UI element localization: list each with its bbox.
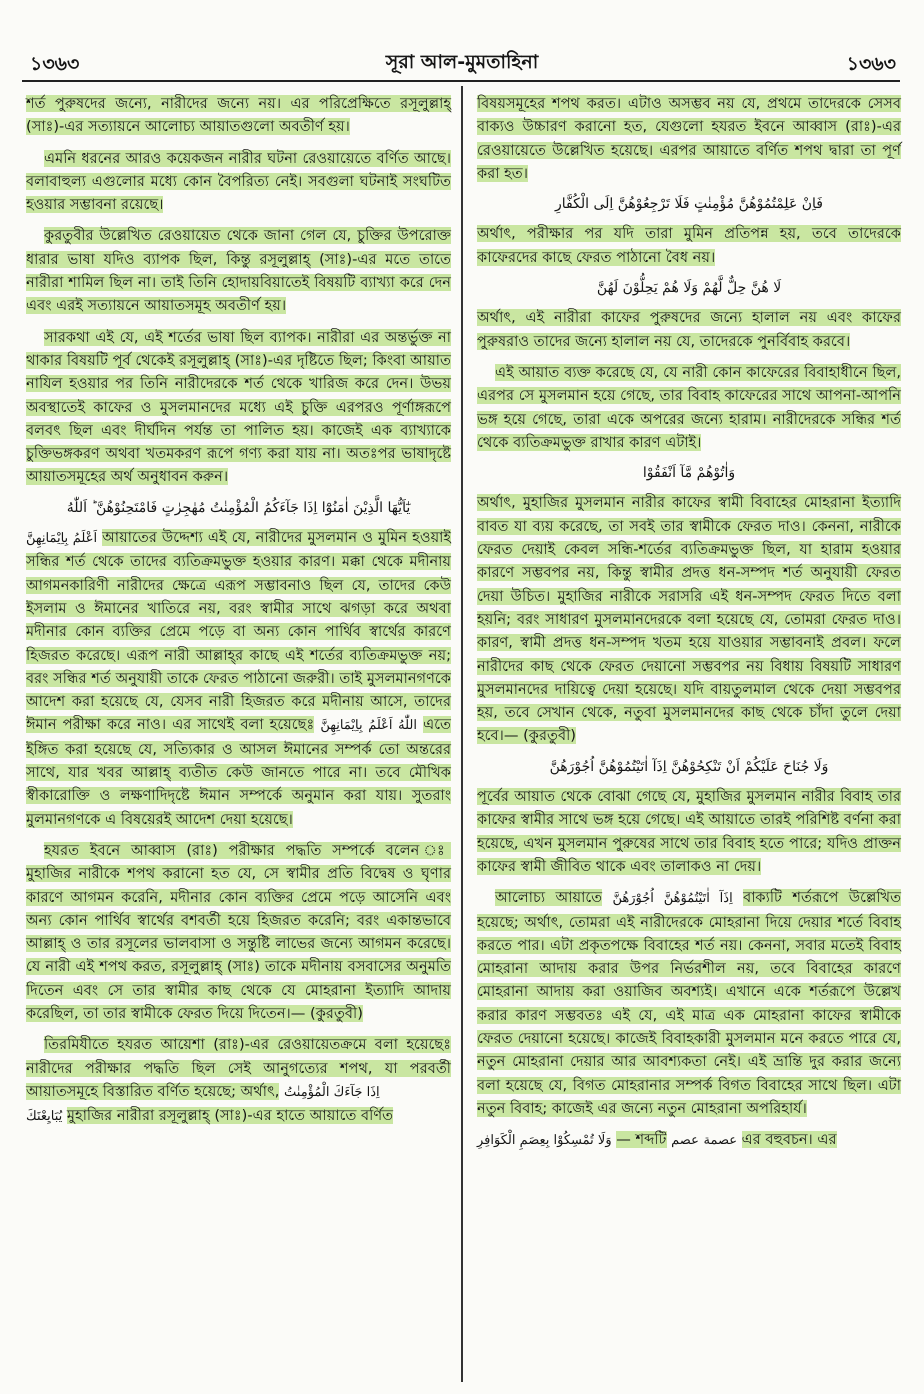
column-divider xyxy=(461,86,463,1382)
paragraph: وَلَا تُمْسِكُوْا بِعِصَمِ الْكَوَافِرِ — শব্দটি عصم عصمة এর বহুবচন। এর xyxy=(477,1131,837,1149)
paragraph: এমনি ধরনের আরও কয়েকজন নারীর ঘটনা রেওয়ায়েতে বর্ণিত আছে। বলাবাহুল্য এগুলোর মধ্যে কোন বৈপরিত্য নেই। সবগুলা ঘটনাই সংঘটিত হওয়ার সম্ভাবনা রয়েছে। xyxy=(26,149,451,214)
arabic-inline: عصمة xyxy=(703,1133,737,1149)
page-number-right: ১৩৬৩ xyxy=(846,53,896,75)
surah-title: সূরা আল-মুমতাহিনা xyxy=(385,51,539,73)
paragraph: اَعْلَمُ بِاِيْمَانِهِنَّ আয়াতের উদ্দেশ্য এই যে, নারীদের মুসলমান ও মুমিন হওয়াই সন্ধির শর্ত থেকে তাদের ব্যতিক্রমভুক্ত হওয়ার কারণ। মক্কা থেকে মদীনায় আগমনকারিণী নারীদের ক্ষেত্রে এরূপ সম্ভাবনাও ছিল যে, তাদের কেউ ইসলাম ও ঈমানের খাতিরে নয়, বরং স্বামীর সাথে ঝগড়া করে অথবা মদীনার কোন ব্যক্তির প্রেমে পড়ে বা অন্য কোন পার্থিব স্বার্থের কারণে হিজরত করেছে। এরূপ নারী আল্লাহ্‌র কাছে এই শর্তের ব্যতিক্রমভুক্ত নয়; বরং সন্ধির শর্ত অনুযায়ী তাকে ফেরত পাঠানো জরুরী। তাই মুসলমানগণকে আদেশ করা হয়েছে যে, যেসব নারী হিজরত করে মদীনায় আসে, তাদের ঈমান পরীক্ষা করে নাও। এর সাথেই বলা হয়েছেঃ اللّٰهُ اَعْلَمُ بِاِيْمَانِهِنَّ এতে ইঙ্গিত করা হয়েছে যে, সত্যিকার ও আসল ঈমানের সম্পর্ক তো অন্তরের সাথে, যার খবর আল্লাহ্ ব্যতীত কেউ জানতে পারে না। তবে মৌখিক স্বীকারোক্তি ও লক্ষণাদিদৃষ্টে ঈমান সম্পর্কে অনুমান করা যায়। সুতরাং মুলমানগণকে এ বিষয়েরই আদেশ দেয়া হয়েছে। xyxy=(26,529,452,828)
header-rule xyxy=(22,80,900,82)
arabic-inline: وَلَا تُمْسِكُوْا بِعِصَمِ الْكَوَافِرِ xyxy=(477,1133,612,1149)
arabic-inline: عصم xyxy=(671,1133,699,1149)
arabic-verse: فَاِنْ عَلِمْتُمُوْهُنَّ مُؤْمِنٰتٍ فَلَا تَرْجِعُوْهُنَّ اِلَى الْكُفَّارِ xyxy=(555,196,823,213)
paragraph: সারকথা এই যে, এই শর্তের ভাষা ছিল ব্যাপক। নারীরা এর অন্তর্ভুক্ত না থাকার বিষয়টি পূর্ব থেকেই রসূলুল্লাহ্ (সাঃ)-এর দৃষ্টিতে ছিল; কিংবা আয়াত নাযিল হওয়ার পর তিনি নারীদেরকে শর্ত থেকে খারিজ করে দেন। উভয় অবস্থাতেই কাফের ও মুসলমানদের মধ্যে এই চুক্তি এরপরও পূর্ণাঙ্গরূপে বলবৎ ছিল এবং দীর্ঘদিন পর্যন্ত তা পালিত হয়। কাজেই এক ব্যাখ্যাকে চুক্তিভঙ্গকরণ অথবা খতমকরণ রূপে গণ্য করা যায় না। অতঃপর ভাষাদৃষ্টে আয়াতসমূহের অর্থ অনুধাবন করুন। xyxy=(26,328,451,486)
right-column xyxy=(477,92,901,1160)
paragraph: তিরমিযীতে হযরত আয়েশা (রাঃ)-এর রেওয়ায়েতক্রমে বলা হয়েছেঃ নারীদের পরীক্ষার পদ্ধতি ছিল সেই আনুগত্যের শপথ, যা পরবর্তী আয়াতসমূহে বিস্তারিত বর্ণিত হয়েছে; অর্থাৎ, اِذَا جَآءَكَ الْمُؤْمِنٰتُ يُبَايِعْنَكَ মুহাজির নারীরা রসূলুল্লাহ্ (সাঃ)-এর হাতে আয়াতে বর্ণিত xyxy=(26,1036,451,1125)
paragraph: কুরতুবীর উল্লেখিত রেওয়ায়েত থেকে জানা গেল যে, চুক্তির উপরোক্ত ধারার ভাষা যদিও ব্যাপক ছিল, কিন্তু রসূলুল্লাহ্ (সাঃ)-এর মতে তাতে নারীরা শামিল ছিল না। তাই তিনি হোদায়বিয়াতেই বিষয়টি ব্যাখ্যা করে দেন এবং এরই সত্যায়নে আয়াতসমূহ অবতীর্ণ হয়। xyxy=(26,227,451,315)
paragraph: আলোচ্য আয়াতে اِذَآ اٰتَيْتُمُوْهُنَّ اُجُوْرَهُنَّ বাক্যটি শর্তরূপে উল্লেখিত হয়েছে; অর্থাৎ, তোমরা এই নারীদেরকে মোহরানা দিয়ে দেয়ার শর্তে বিবাহ করতে পার। এটা প্রকৃতপক্ষে বিবাহের শর্ত নয়। কেননা, সবার মতেই বিবাহ মোহরানা আদায় করার উপর নির্ভরশীল নয়, তবে বিবাহের কারণে মোহরানা আদায় করা ওয়াজিব অবশ্যই। এখানে একে শর্তরূপে উল্লেখ করার কারণ সম্ভবতঃ এই যে, এই মাত্র এক মোহরানা কাফের স্বামীকে ফেরত দেয়ানো হয়েছে। কাজেই বিবাহকারী মুসলমান মনে করতে পারে যে, নতুন মোহরানা দেয়ার আর আবশ্যকতা নেই। এই ভ্রান্তি দুর করার জন্যে বলা হয়েছে যে, বিগত মোহরানার সম্পর্ক বিগত বিবাহের সাথে ছিল। এটা নতুন বিবাহ; কাজেই এর জন্যে নতুন মোহরানা অপরিহার্য। xyxy=(477,889,902,1117)
arabic-inline: اللّٰهُ اَعْلَمُ بِاِيْمَانِهِنَّ xyxy=(320,718,417,734)
arabic-inline: اَعْلَمُ بِاِيْمَانِهِنَّ xyxy=(26,531,98,547)
paragraph: শর্ত পুরুষদের জন্যে, নারীদের জন্যে নয়। এর পরিপ্রেক্ষিতে রসূলুল্লাহ্ (সাঃ)-এর সত্যায়নে আলোচ্য আয়াতগুলো অবতীর্ণ হয়। xyxy=(26,95,451,136)
paragraph: বিষয়সমূহের শপথ করত। এটাও অসম্ভব নয় যে, প্রথমে তাদেরকে সেসব বাক্যও উচ্চারণ করানো হত, যেগুলো হযরত ইবনে আব্বাস (রাঃ)-এর রেওয়ায়েতে উল্লেখিত হয়েছে। এরপর আয়াতে বর্ণিত শপথ দ্বারা তা পূর্ণ করা হত। xyxy=(477,95,901,182)
paragraph: পূর্বের আয়াত থেকে বোঝা গেছে যে, মুহাজির মুসলমান নারীর বিবাহ তার কাফের স্বামীর সাথে ভঙ্গ হয়ে গেছে। এই আয়াতে তারই পরিশিষ্ট বর্ণনা করা হয়েছে, এখন মুসলমান পুরুষের সাথে তার বিবাহ হতে পারে; যদিও প্রাক্তন কাফের স্বামী জীবিত থাকে এবং তালাকও না দেয়। xyxy=(477,788,901,875)
arabic-verse: يٰٓاَيُّهَا الَّذِيْنَ اٰمَنُوْٓا اِذَا جَآءَكُمُ الْمُؤْمِنٰتُ مُهٰجِرٰتٍ فَامْتَحِنُوْهُنَّ ؕ اَللّٰهُ xyxy=(66,499,411,516)
paragraph: অর্থাৎ, পরীক্ষার পর যদি তারা মুমিন প্রতিপন্ন হয়, তবে তাদেরকে কাফেরদের কাছে ফেরত পাঠানো বৈধ নয়। xyxy=(477,225,901,266)
left-column xyxy=(26,92,451,1136)
arabic-inline: اِذَا جَآءَكَ الْمُؤْمِنٰتُ xyxy=(284,1084,380,1100)
arabic-verse: وَاٰتُوْهُمْ مَّآ اَنْفَقُوْا xyxy=(642,465,736,482)
paragraph: অর্থাৎ, এই নারীরা কাফের পুরুষদের জন্যে হালাল নয় এবং কাফের পুরুষরাও তাদের জন্যে হালাল নয় যে, তাদেরকে পুনর্বিবাহ করবে। xyxy=(477,309,901,350)
paragraph: অর্থাৎ, মুহাজির মুসলমান নারীর কাফের স্বামী বিবাহের মোহরানা ইত্যাদি বাবত যা ব্যয় করেছে, তা সবই তার স্বামীকে ফেরত দাও। কেননা, নারীকে ফেরত দেয়াই কেবল সন্ধি-শর্তের ব্যতিক্রমভুক্ত ছিল, যা হারাম হওয়ার কারণে সম্ভবপর নয়, কিন্তু স্বামীর প্রদত্ত ধন-সম্পদ শর্ত অনুযায়ী ফেরত দেয়া উচিত। মুহাজির নারীকে সরাসরি এই ধন-সম্পদ ফেরত দিতে বলা হয়নি; বরং সাধারণ মুসলমানদেরকে বলা হয়েছে যে, তোমরা ফেরত দাও। কারণ, স্বামী প্রদত্ত ধন-সম্পদ খতম হয়ে যাওয়ার সম্ভাবনাই প্রবল। ফলে নারীদের কাছ থেকে ফেরত দেয়ানো সম্ভবপর নয় বিধায় বিষয়টি সাধারণ মুসলমানদের দায়িত্বে দেয়া হয়েছে। যদি বায়তুলমাল থেকে দেয়া সম্ভবপর হয়, তবে সেখান থেকে, নতুবা মুসলমানদের কাছ থেকে চাঁদা তুলে দেয়া হবে।— (কুরতুবী) xyxy=(477,494,901,745)
paragraph: এই আয়াত ব্যক্ত করেছে যে, যে নারী কোন কাফেরের বিবাহাধীনে ছিল, এরপর সে মুসলমান হয়ে গেছে, তার বিবাহ কাফেরের সাথে আপনা-আপনি ভঙ্গ হয়ে গেছে, তারা একে অপরের জন্যে হারাম। নারীদেরকে সন্ধির শর্ত থেকে ব্যতিক্রমভুক্ত রাখার কারণ এটাই। xyxy=(477,363,901,451)
arabic-verse: وَلَا جُنَاحَ عَلَيْكُمْ اَنْ تَنْكِحُوْهُنَّ اِذَآ اٰتَيْتُمُوْهُنَّ اُجُوْرَهُنَّ xyxy=(549,758,829,775)
arabic-inline: يُبَايِعْنَكَ xyxy=(26,1109,63,1125)
paragraph: হযরত ইবনে আব্বাস (রাঃ) পরীক্ষার পদ্ধতি সম্পর্কে বলেন ঃ মুহাজির নারীকে শপথ করানো হত যে, সে স্বামীর প্রতি বিদ্বেষ ও ঘৃণার কারণে আগমন করেনি, মদীনার কোন ব্যক্তির প্রেমে পড়ে আসেনি এবং অন্য কোন পার্থিব স্বার্থের বশবর্তী হয়ে হিজরত করেনি; বরং একান্তভাবে আল্লাহ্ ও তার রসূলের ভালবাসা ও সন্তুষ্টি লাভের জন্যে আগমন করেছে। যে নারী এই শপথ করত, রসূলুল্লাহ্ (সাঃ) তাকে মদীনায় বসবাসের অনুমতি দিতেন এবং সে তার স্বামীর কাছ থেকে যে মোহরানা ইত্যাদি আদায় করেছিল, তা তার স্বামীকে ফেরত দিয়ে দিতেন।— (কুরতুবী) xyxy=(26,841,451,1022)
page-number-left: ১৩৬৩ xyxy=(30,53,80,75)
arabic-inline: اِذَآ اٰتَيْتُمُوْهُنَّ اُجُوْرَهُنَّ xyxy=(612,891,733,907)
arabic-verse: لَا هُنَّ حِلٌّ لَّهُمْ وَلَا هُمْ يَحِلُّوْنَ لَهُنَّ xyxy=(596,280,782,297)
